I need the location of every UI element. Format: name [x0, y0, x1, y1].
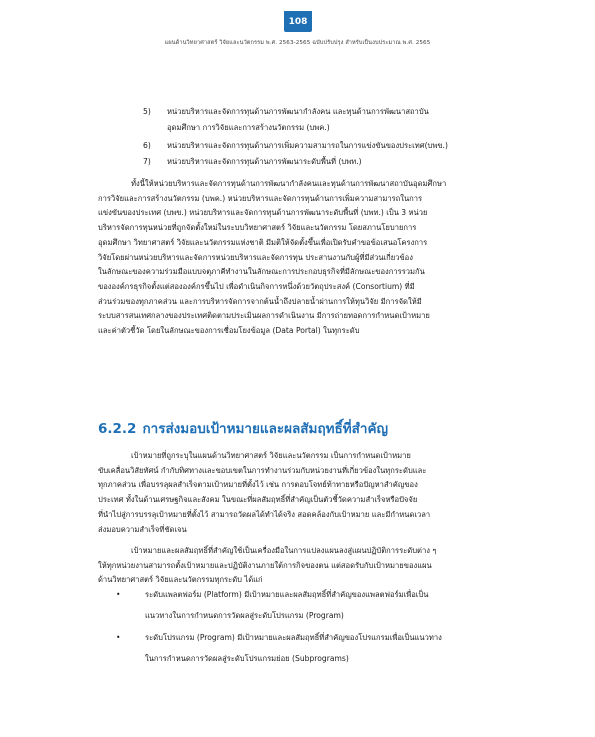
list-number: 5) — [143, 107, 151, 116]
bullet-icon: • — [116, 633, 121, 642]
bullet-item-program: • ระดับโปรแกรม (Program) มีเป้าหมายและผลสัมฤทธิ์ที่สำคัญของโปรแกรมเพื่อเป็นแนวทาง ในการกำหนดการวัดผลสู่ระดับโปรแกรมย่อย (Subprograms) — [98, 627, 494, 669]
paragraph-consortium: ทั้งนี้ให้หน่วยบริหารและจัดการทุนด้านการพัฒนากำลังคนและทุนด้านการพัฒนาสถาบันอุดมศึกษา การวิจัยและการสร้างนวัตกรรม (บพค.) หน่วยบริหารและจัดการทุนด้านการเพิ่มความสามารถในการ แข่งขันของประเทศ (บพข.) หน่วยบริหารและจัดการทุนด้านการพัฒนาระดับพื้นที่ (บพท.) เป็น 3 หน่วย บริหารจัดการทุนหน่วยที่ถูกจัดตั้งใหม่ในระบบวิทยาศาสตร์ วิจัยและนวัตกรรม โดยสภานโยบายการ อุดมศึกษา วิทยาศาสตร์ วิจัยและนวัตกรรมแห่งชาติ มีมติให้จัดตั้งขึ้นเพื่อเปิดรับคำขอข้อเสนอโครงการ วิจัยโดยผ่านหน่วยบริหารและจัดการหน่วยบริหารและจัดการทุน ประสานงานกับผู้ที่มีส่วนเกี่ยวข้อง ในลักษณะของความร่วมมือแบบจตุภาคีทำงานในลักษณะการประกอบธุรกิจที่มีลักษณะของการรวมกัน ขององค์กรธุรกิจตั้งแต่สององค์กรขึ้นไป เพื่อดำเนินกิจการหนึ่งด้วยวัตถุประสงค์ (Consortium) ที่มี ส่วนร่วมของทุกภาคส่วน และการบริหารจัดการจากต้นน้ำถึงปลายน้ำผ่านการให้ทุนวิจัย มีการจัดให้มี ระบบสารสนเทศกลางของประเทศติดตามประเมินผลการดำเนินงาน มีการถ่ายทอดการกำหนดเป้าหมาย และค่าตัวชี้วัด โดยในลักษณะของการเชื่อมโยงข้อมูล (Data Portal) ในทุกระดับ — [98, 179, 447, 336]
list-number: 6) — [143, 141, 151, 150]
section-title: การส่งมอบเป้าหมายและผลสัมฤทธิ์ที่สำคัญ — [142, 421, 389, 437]
bullet-icon: • — [116, 590, 121, 599]
list-text: หน่วยบริหารและจัดการทุนด้านการเพิ่มความสามารถในการแข่งขันของประเทศ(บพข.) — [167, 141, 448, 150]
paragraph-okr-levels: เป้าหมายและผลสัมฤทธิ์ที่สำคัญใช้เป็นเครื่องมือในการแปลงแผนลงสู่แผนปฏิบัติการระดับต่าง ๆ ให้ทุกหน่วยงานสามารถตั้งเป้าหมายและปฏิบัติงานภายใต้การกิจของตน แต่สอดรับกับเป้าหมายของแผน ด้านวิทยาศาสตร์ วิจัยและนวัตกรรมทุกระดับ ได้แก่ — [98, 546, 437, 585]
list-text: หน่วยบริหารและจัดการทุนด้านการพัฒนากำลังคน และทุนด้านการพัฒนาสถาบัน อุดมศึกษา การวิจัยและการสร้างนวัตกรรม (บพค.) — [167, 107, 429, 132]
bullet-item-platform: • ระดับแพลตฟอร์ม (Platform) มีเป้าหมายและผลสัมฤทธิ์ที่สำคัญของแพลตฟอร์มเพื่อเป็น แนวทางในการกำหนดการวัดผลสู่ระดับโปรแกรม (Program) — [98, 584, 494, 626]
paragraph-goals: เป้าหมายที่ถูกระบุในแผนด้านวิทยาศาสตร์ วิจัยและนวัตกรรม เป็นการกำหนดเป้าหมาย ขับเคลื่อนวิสัยทัศน์ กำกับทิศทางและขอบเขตในการทำงานร่วมกับหน่วยงานที่เกี่ยวข้องในทุกระดับและ ทุกภาคส่วน เพื่อบรรลุผลสำเร็จตามเป้าหมายที่ตั้งไว้ เช่น การตอบโจทย์ท้าทายหรือปัญหาสำคัญของ ประเทศ ทั้งในด้านเศรษฐกิจและสังคม ในขณะที่ผลสัมฤทธิ์ที่สำคัญเป็นตัวชี้วัดความสำเร็จหรือปัจจัย ที่นำไปสู่การบรรลุเป้าหมายที่ตั้งไว้ สามารถวัดผลได้ทำได้จริง สอดคล้องกับเป้าหมาย และมีกำหนดเวลา ส่งมอบความสำเร็จที่ชัดเจน — [98, 451, 431, 534]
page-number-badge: 108 — [284, 11, 312, 32]
section-number: 6.2.2 — [98, 421, 137, 437]
running-header: แผนด้านวิทยาศาสตร์ วิจัยและนวัตกรรม พ.ศ. 2563-2565 ฉบับปรับปรุง สำหรับเป็นงบประมาณ พ.ศ. 2565 — [164, 40, 431, 46]
section-heading — [98, 417, 388, 439]
list-number: 7) — [143, 157, 151, 166]
list-text: หน่วยบริหารและจัดการทุนด้านการพัฒนาระดับพื้นที่ (บพท.) — [167, 157, 362, 166]
